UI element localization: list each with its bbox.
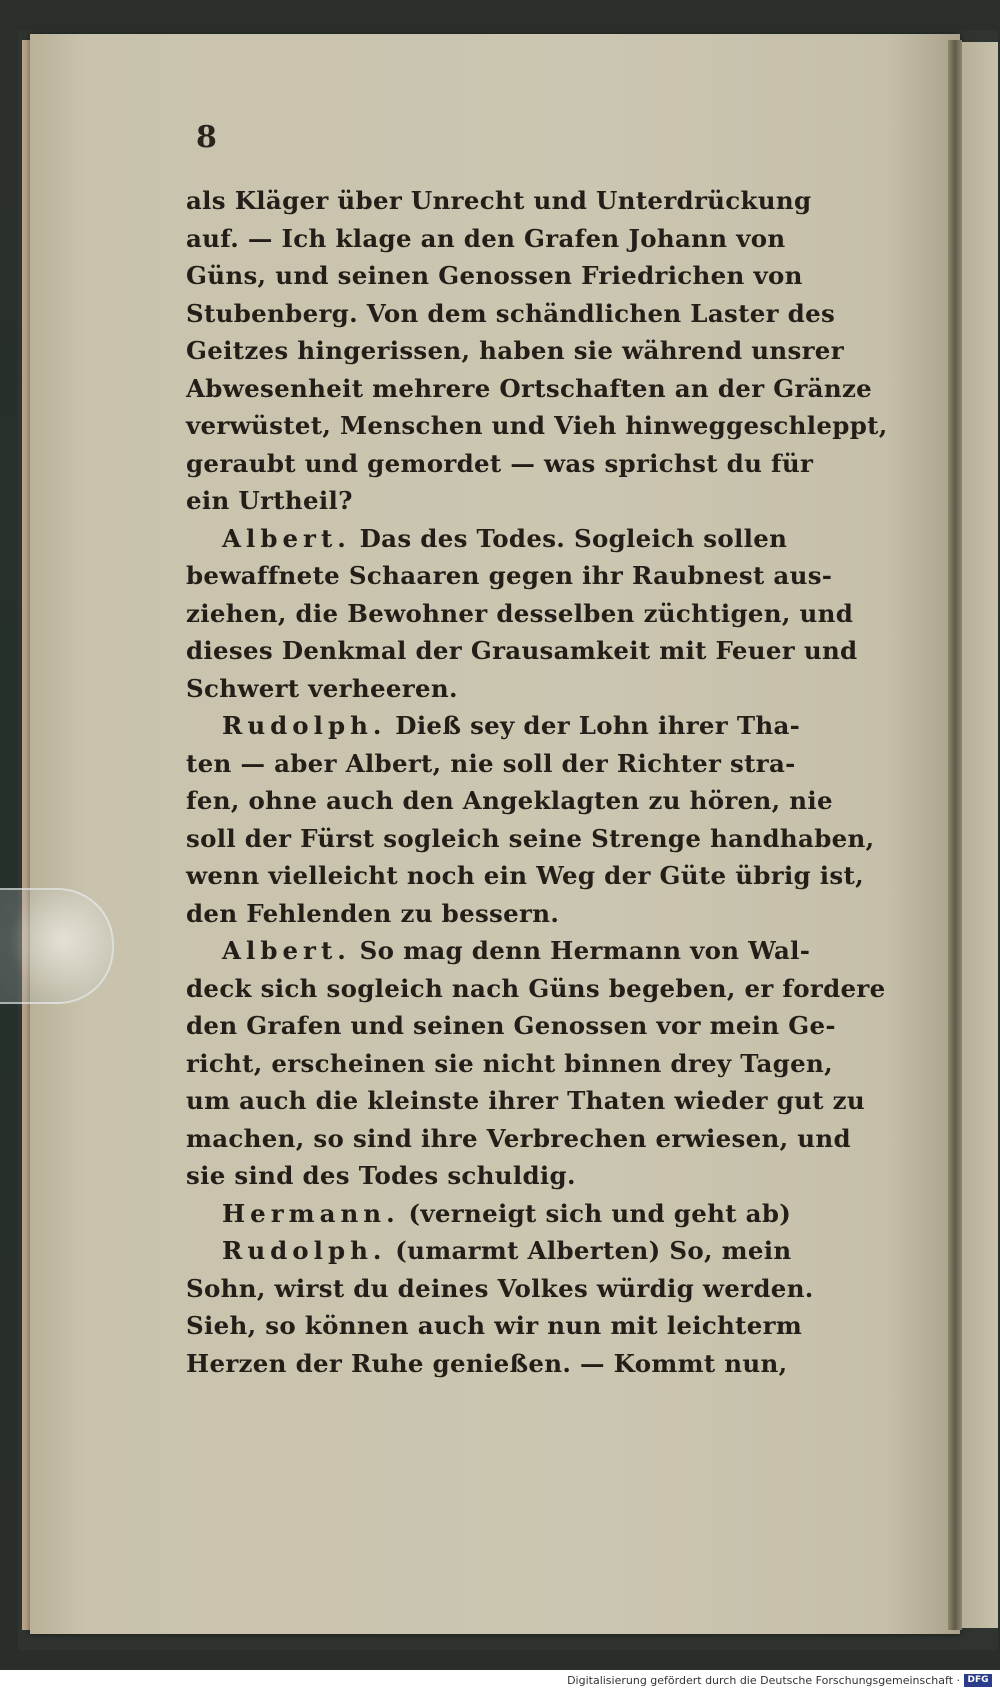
text-line — [186, 1045, 833, 1083]
text-line — [186, 257, 826, 295]
line-text: Sohn, wirst du deines Volkes würdig werden. — [186, 1273, 814, 1303]
line-text: auf. — Ich klage an den Grafen Johann von — [186, 223, 786, 253]
text-line — [186, 220, 826, 258]
text-line — [186, 632, 858, 670]
page-holder-clip — [0, 888, 114, 1004]
text-line — [186, 1345, 826, 1383]
text-line — [186, 445, 826, 483]
text-line — [186, 295, 836, 333]
line-text: Sieh, so können auch wir nun mit leichterm — [186, 1311, 803, 1340]
text-line — [186, 1120, 851, 1158]
speaker-name: Albert. — [222, 523, 351, 553]
book-gutter — [948, 40, 962, 1630]
line-text: richt, erscheinen sie nicht binnen drey Tagen, — [186, 1048, 833, 1078]
text-line — [186, 1082, 865, 1120]
speaker-name: Rudolph. — [222, 1236, 387, 1265]
text-line — [186, 557, 833, 595]
funding-credit: Digitalisierung gefördert durch die Deutsche Forschungsgemeinschaft · — [567, 1674, 960, 1687]
line-text: Güns, und seinen Genossen Friedrichen von — [186, 261, 803, 290]
line-text: Das des Todes. Sogleich sollen — [359, 523, 788, 553]
line-text: fen, ohne auch den Angeklagten zu hören, nie — [186, 786, 833, 815]
line-text: dieses Denkmal der Grausamkeit mit Feuer und — [186, 636, 858, 665]
line-text: verwüstet, Menschen und Vieh hinweggeschleppt, — [186, 411, 888, 440]
line-text: (verneigt sich und geht ab) — [408, 1198, 792, 1228]
line-text: Stubenberg. Von dem schändlichen Laster des — [186, 298, 836, 328]
text-line — [186, 1307, 826, 1345]
text-line — [186, 820, 875, 858]
line-text: bewaffnete Schaaren gegen ihr Raubnest aus- — [186, 561, 833, 590]
facing-page-edge — [962, 42, 998, 1628]
line-text: ein Urtheil? — [186, 486, 353, 515]
line-text: machen, so sind ihre Verbrechen erwiesen, und — [186, 1123, 851, 1153]
line-text: wenn vielleicht noch ein Weg der Güte übrig ist, — [186, 861, 864, 890]
speaker-name: Albert. — [222, 936, 351, 965]
line-text: ziehen, die Bewohner desselben züchtigen, und — [186, 598, 854, 628]
text-line — [186, 1232, 826, 1270]
line-text: Abwesenheit mehrere Ortschaften an der Gränze — [186, 373, 873, 403]
text-line — [186, 520, 826, 558]
line-text: Geitzes hingerissen, haben sie während unsrer — [186, 336, 844, 365]
line-text: als Kläger über Unrecht und Unterdrückung — [186, 186, 812, 215]
line-text: deck sich sogleich nach Güns begeben, er fordere — [186, 973, 886, 1003]
line-text: (umarmt Alberten) So, mein — [395, 1236, 792, 1265]
line-text: den Fehlenden zu bessern. — [186, 898, 560, 928]
text-line — [186, 595, 854, 633]
text-line — [186, 1270, 826, 1308]
text-line — [186, 745, 826, 783]
dfg-logo-icon: DFG — [964, 1674, 992, 1687]
speaker-name: Rudolph. — [222, 711, 387, 740]
line-text: ten — aber Albert, nie soll der Richter stra- — [186, 748, 796, 778]
line-text: Herzen der Ruhe genießen. — Kommt nun, — [186, 1348, 788, 1378]
line-text: soll der Fürst sogleich seine Strenge handhaben, — [186, 823, 875, 853]
speaker-name: Hermann. — [222, 1198, 400, 1228]
page-body-text — [186, 182, 888, 1382]
text-line — [186, 1007, 836, 1045]
text-line — [186, 1195, 826, 1233]
text-line — [186, 332, 844, 370]
text-line — [186, 482, 826, 520]
line-text: Schwert verheeren. — [186, 673, 458, 703]
text-line — [186, 182, 826, 220]
line-text: geraubt und gemordet — was sprichst du für — [186, 448, 814, 478]
text-line — [186, 1157, 826, 1195]
text-line — [186, 895, 826, 933]
page-number: 8 — [196, 120, 217, 155]
text-line — [186, 857, 864, 895]
text-line — [186, 970, 886, 1008]
text-line — [186, 370, 873, 408]
line-text: So mag denn Hermann von Wal- — [359, 936, 811, 965]
line-text: um auch die kleinste ihrer Thaten wieder gut zu — [186, 1086, 865, 1115]
text-line — [186, 670, 826, 708]
line-text: den Grafen und seinen Genossen vor mein Ge- — [186, 1011, 836, 1040]
text-line — [186, 782, 833, 820]
text-line — [186, 707, 826, 745]
text-line — [186, 932, 826, 970]
line-text: sie sind des Todes schuldig. — [186, 1161, 576, 1190]
line-text: Dieß sey der Lohn ihrer Tha- — [395, 711, 801, 740]
text-line — [186, 407, 888, 445]
